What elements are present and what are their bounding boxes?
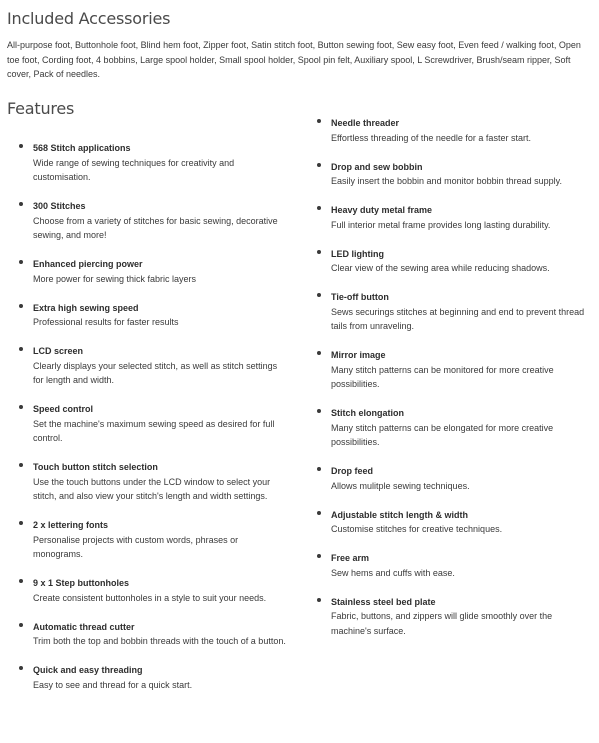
feature-item [18, 518, 288, 562]
bullet-icon [317, 206, 321, 210]
feature-title: Needle threader [331, 118, 400, 128]
feature-item [18, 199, 288, 243]
bullet-icon [317, 467, 321, 471]
feature-item [316, 116, 586, 145]
bullet-icon [317, 250, 321, 254]
feature-description: Personalise projects with custom words, phrases or monograms. [33, 534, 239, 559]
bullet-icon [19, 463, 23, 467]
feature-title: Heavy duty metal frame [331, 205, 433, 215]
bullet-icon [317, 163, 321, 167]
bullet-icon [19, 521, 23, 525]
feature-description: Trim both the top and bobbin threads with the touch of a button. [33, 636, 286, 646]
bullet-icon [19, 260, 23, 264]
feature-description: Professional results for faster results [33, 317, 179, 327]
feature-item [18, 663, 288, 692]
feature-description: Effortless threading of the needle for a faster start. [331, 132, 531, 143]
feature-description: Set the machine's maximum sewing speed as desired for full control. [33, 418, 275, 443]
feature-item [316, 247, 586, 276]
feature-title: Adjustable stitch length & width [331, 509, 468, 520]
feature-description: Many stitch patterns can be elongated for more creative possibilities. [331, 422, 554, 447]
feature-item [18, 257, 288, 286]
feature-description: Choose from a variety of stitches for basic sewing, decorative sewing, and more! [33, 215, 278, 240]
feature-title: 300 Stitches [33, 201, 86, 211]
feature-item [316, 595, 586, 639]
feature-item [18, 344, 288, 388]
bullet-icon [19, 347, 23, 351]
feature-item [316, 508, 586, 537]
feature-description: Wide range of sewing techniques for creativity and customisation. [33, 157, 235, 182]
feature-title: Stitch elongation [331, 408, 404, 418]
feature-title: 568 Stitch applications [33, 143, 131, 153]
feature-item [316, 348, 586, 392]
feature-title: Enhanced piercing power [33, 259, 143, 269]
feature-item [18, 402, 288, 446]
feature-item [316, 203, 586, 232]
features-list-right [316, 116, 586, 653]
feature-description: Sew hems and cuffs with ease. [331, 567, 455, 578]
bullet-icon [19, 144, 23, 148]
feature-title: LED lighting [331, 248, 384, 259]
features-heading: Features [7, 99, 75, 118]
feature-item [316, 160, 586, 189]
bullet-icon [19, 304, 23, 308]
feature-description: Easy to see and thread for a quick start. [33, 679, 193, 690]
bullet-icon [19, 202, 23, 206]
feature-item [18, 620, 288, 649]
feature-title: 9 x 1 Step buttonholes [33, 578, 130, 588]
feature-item [18, 141, 288, 185]
feature-description: Clearly displays your selected stitch, as well as stitch settings for length and width. [33, 360, 278, 385]
bullet-icon [317, 409, 321, 413]
feature-description: Easily insert the bobbin and monitor bobbin thread supply. [331, 176, 562, 186]
feature-item [18, 301, 288, 330]
feature-description: Many stitch patterns can be monitored for more creative possibilities. [331, 364, 554, 389]
feature-title: Touch button stitch selection [33, 462, 158, 472]
feature-title: Speed control [33, 404, 94, 414]
feature-title: Mirror image [331, 350, 386, 360]
feature-item [316, 464, 586, 493]
feature-description: Customise stitches for creative techniques. [331, 524, 503, 534]
feature-title: Automatic thread cutter [33, 621, 135, 632]
bullet-icon [317, 293, 321, 297]
feature-item [18, 460, 288, 504]
bullet-icon [19, 405, 23, 409]
feature-item [316, 290, 586, 334]
feature-description: Allows mulitple sewing techniques. [331, 480, 470, 491]
feature-description: More power for sewing thick fabric layers [33, 273, 197, 284]
accessories-list-text: All-purpose foot, Buttonhole foot, Blind hem foot, Zipper foot, Satin stitch foot, Button sewing foot, Sew easy foot, Even feed / walking foot, Open toe foot, Cording foot, 4 bobbins, Large spool holder, Small spool holder, Spool pin felt, Auxiliary spool, L Screwdriver, Brush/seam ripper, Soft cover, Pack of needles. [7, 40, 581, 79]
feature-title: Tie-off button [331, 292, 389, 302]
bullet-icon [317, 511, 321, 515]
bullet-icon [19, 579, 23, 583]
feature-title: LCD screen [33, 346, 84, 356]
feature-item [316, 406, 586, 450]
included-accessories-heading: Included Accessories [7, 9, 171, 28]
feature-title: 2 x lettering fonts [33, 520, 109, 530]
bullet-icon [19, 666, 23, 670]
feature-description: Sews securings stitches at beginning and end to prevent thread tails from unraveling. [331, 306, 585, 331]
feature-title: Drop feed [331, 466, 374, 476]
feature-description: Clear view of the sewing area while reducing shadows. [331, 263, 550, 273]
feature-title: Stainless steel bed plate [331, 596, 436, 607]
feature-item [18, 576, 288, 605]
feature-description: Create consistent buttonholes in a style to suit your needs. [33, 592, 267, 603]
feature-title: Extra high sewing speed [33, 302, 139, 313]
feature-item [316, 551, 586, 580]
bullet-icon [317, 598, 321, 602]
feature-description: Fabric, buttons, and zippers will glide smoothly over the machine's surface. [331, 611, 553, 636]
features-list-left [18, 141, 288, 707]
feature-description: Full interior metal frame provides long lasting durability. [331, 219, 551, 230]
bullet-icon [317, 554, 321, 558]
bullet-icon [19, 623, 23, 627]
feature-title: Quick and easy threading [33, 665, 143, 675]
feature-title: Drop and sew bobbin [331, 161, 423, 172]
bullet-icon [317, 119, 321, 123]
feature-title: Free arm [331, 553, 370, 563]
feature-description: Use the touch buttons under the LCD window to select your stitch, and also view your stitch's length and width settings. [33, 476, 271, 501]
bullet-icon [317, 351, 321, 355]
